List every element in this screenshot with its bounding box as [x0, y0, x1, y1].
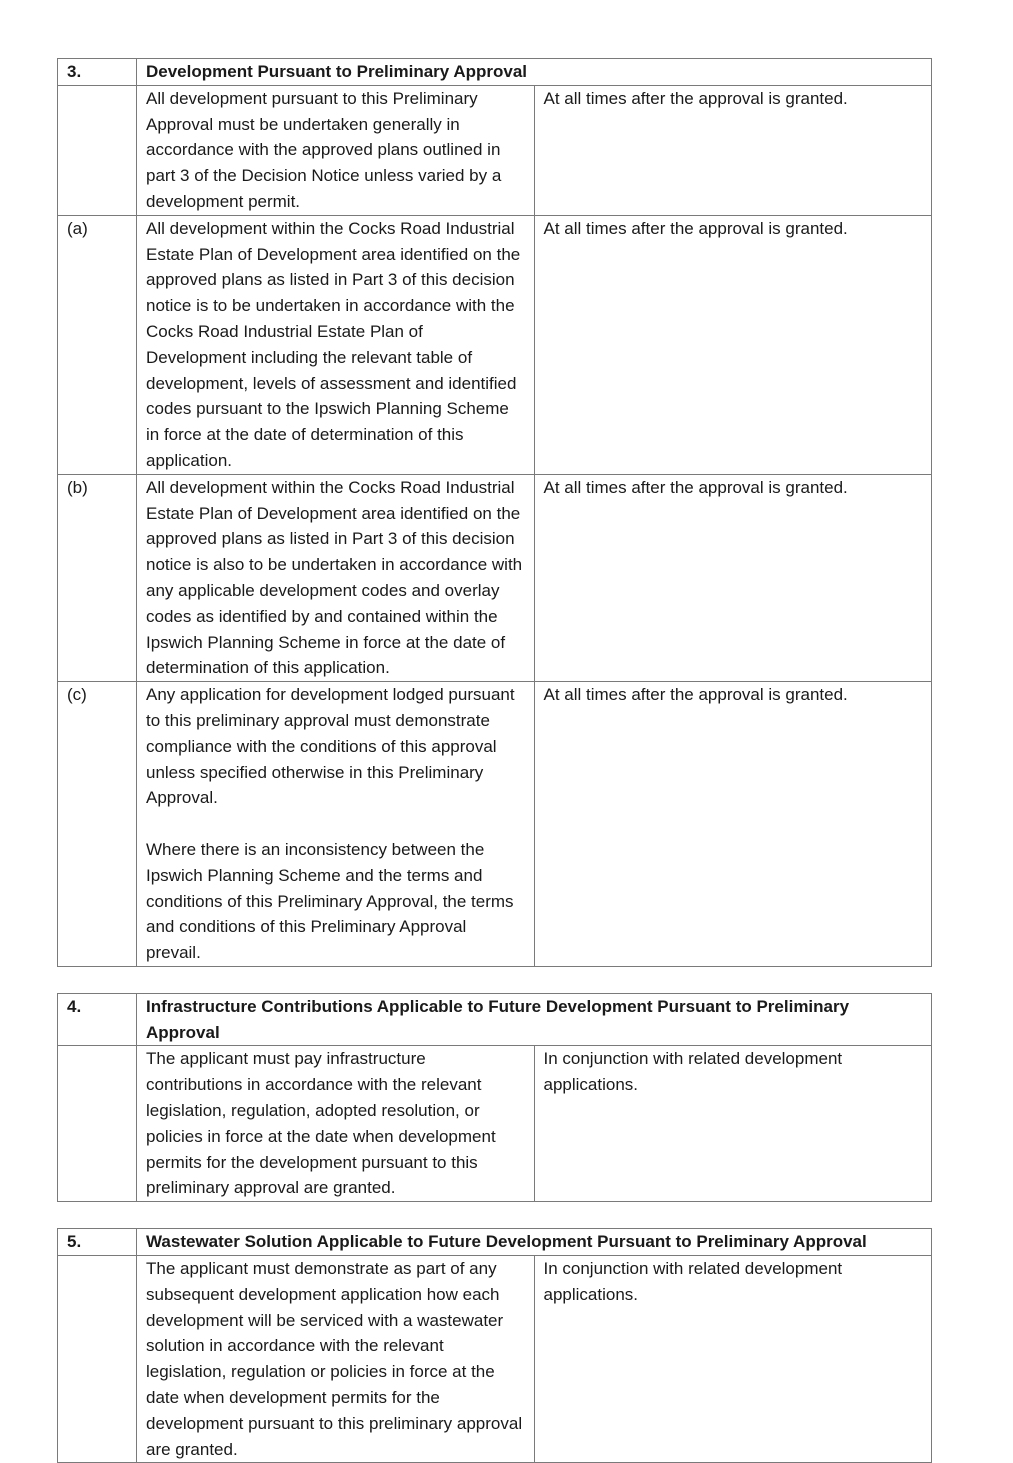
condition-text: The applicant must demonstrate as part of any subsequent development application how each development will be serviced with a wastewater solution in accordance with the relevant legislation, regulation or policies in force at the date when development permits for the development pursuant to this preliminary approval are granted.	[137, 1256, 535, 1463]
section-spacer	[57, 1202, 932, 1228]
condition-row	[58, 682, 932, 967]
section-heading: Wastewater Solution Applicable to Future Development Pursuant to Preliminary Approval	[137, 1229, 932, 1256]
condition-label	[58, 1046, 137, 1202]
condition-text: All development within the Cocks Road Industrial Estate Plan of Development area identified on the approved plans as listed in Part 3 of this decision notice is also to be undertaken in accordance with any applicable development codes and overlay codes as identified by and contained within the Ipswich Planning Scheme in force at the date of determination of this application.	[137, 474, 535, 681]
section-header	[58, 993, 932, 1046]
condition-label: (b)	[58, 474, 137, 681]
condition-text: All development within the Cocks Road Industrial Estate Plan of Development area identified on the approved plans as listed in Part 3 of this decision notice is to be undertaken in accordance with the Cocks Road Industrial Estate Plan of Development including the relevant table of development, levels of assessment and identified codes pursuant to the Ipswich Planning Scheme in force at the date of determination of this application.	[137, 215, 535, 474]
section-heading: Infrastructure Contributions Applicable to Future Development Pursuant to Preliminary Approval	[137, 993, 932, 1046]
condition-timing: At all times after the approval is granted.	[534, 85, 932, 215]
condition-row	[58, 1046, 932, 1202]
section-header	[58, 59, 932, 86]
condition-timing: In conjunction with related development applications.	[534, 1256, 932, 1463]
condition-table-4	[57, 993, 932, 1202]
condition-label: (c)	[58, 682, 137, 967]
section-spacer	[57, 967, 932, 993]
condition-timing: At all times after the approval is granted.	[534, 215, 932, 474]
condition-label: (a)	[58, 215, 137, 474]
section-number: 4.	[58, 993, 137, 1046]
condition-row	[58, 215, 932, 474]
condition-timing: In conjunction with related development applications.	[534, 1046, 932, 1202]
condition-table-5	[57, 1228, 932, 1463]
conditions-page	[57, 58, 932, 1463]
condition-label	[58, 1256, 137, 1463]
condition-row	[58, 85, 932, 215]
condition-label	[58, 85, 137, 215]
section-number: 5.	[58, 1229, 137, 1256]
section-number: 3.	[58, 59, 137, 86]
section-heading: Development Pursuant to Preliminary Approval	[137, 59, 932, 86]
condition-timing: At all times after the approval is granted.	[534, 474, 932, 681]
condition-text: Any application for development lodged pursuant to this preliminary approval must demonstrate compliance with the conditions of this approval unless specified otherwise in this Preliminary Approval. Where there is an inconsistency between the Ipswich Planning Scheme and the terms and conditions of this Preliminary Approval, the terms and conditions of this Preliminary Approval prevail.	[137, 682, 535, 967]
condition-timing: At all times after the approval is granted.	[534, 682, 932, 967]
section-header	[58, 1229, 932, 1256]
condition-row	[58, 474, 932, 681]
condition-row	[58, 1256, 932, 1463]
condition-text: All development pursuant to this Preliminary Approval must be undertaken generally in accordance with the approved plans outlined in part 3 of the Decision Notice unless varied by a development permit.	[137, 85, 535, 215]
condition-text: The applicant must pay infrastructure contributions in accordance with the relevant legislation, regulation, adopted resolution, or policies in force at the date when development permits for the development pursuant to this preliminary approval are granted.	[137, 1046, 535, 1202]
condition-table-3	[57, 58, 932, 967]
